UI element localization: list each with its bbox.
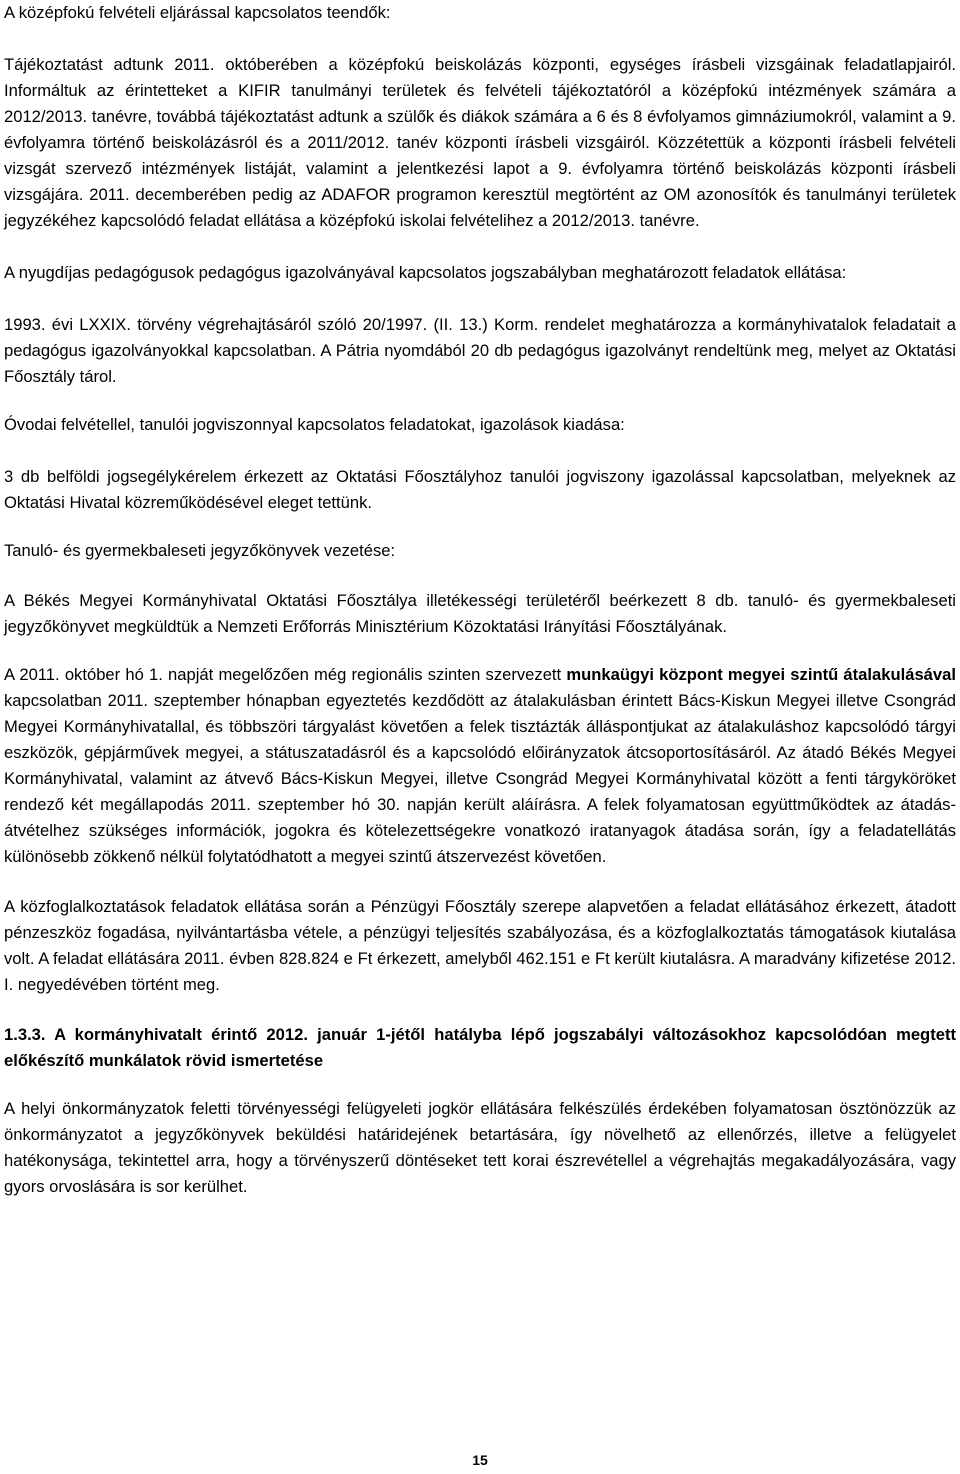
paragraph-labour-centre — [4, 662, 956, 870]
section-title-teacher-id: A nyugdíjas pedagógusok pedagógus igazolványával kapcsolatos jogszabályban meghatározott feladatok ellátása: — [4, 263, 847, 282]
section-heading-1-3-3: 1.3.3. A kormányhivatalt érintő 2012. január 1-jétől hatályba lépő jogszabályi változásokhoz kapcsolódóan megtett előkészítő munkálatok rövid ismertetése — [4, 1025, 956, 1070]
paragraph-admissions: Tájékoztatást adtunk 2011. októberében a középfokú beiskolázás központi, egységes írásbeli vizsgáinak feladatlapjairól. Informáltuk az érintetteket a KIFIR tanulmányi területek és felvételi tájékoztatóról a középfokú intézmények számára a 2012/2013. tanévre, továbbá tájékoztatást adtunk a szülők és diákok számára a 6 és 8 évfolyamos gimnáziumokról, valamint a 9. évfolyamra történő beiskolázásról és a 2011/2012. tanév központi írásbeli vizsgáiról. Közzétettük a központi írásbeli felvételi vizsgát szervező intézmények listáját, valamint a jelentkezési lapot a 9. évfolyamra történő beiskolázás központi írásbeli vizsgájára. 2011. decemberében pedig az ADAFOR programon keresztül megtörtént az OM azonosítók és tanulmányi területek jegyzékéhez kapcsolódó feladat ellátása a középfokú iskolai felvételihez a 2012/2013. tanévre. — [4, 55, 956, 230]
paragraph-accident-records: A Békés Megyei Kormányhivatal Oktatási Főosztálya illetékességi területéről beérkezett 8 db. tanuló- és gyermekbaleseti jegyzőkönyvet megküldtük a Nemzeti Erőforrás Minisztérium Közoktatási Irányítási Főosztályának. — [4, 591, 956, 636]
paragraph-legal-aid: 3 db belföldi jogsegélykérelem érkezett az Oktatási Főosztályhoz tanulói jogviszony igazolással kapcsolatban, melyeknek az Oktatási Hivatal közreműködésével eleget tettünk. — [4, 467, 956, 512]
document-body — [4, 0, 956, 1200]
paragraph-labour-centre-emphasis: munkaügyi központ megyei szintű átalakulásával — [566, 665, 956, 684]
section-title-admissions: A középfokú felvételi eljárással kapcsolatos teendők: — [4, 3, 391, 22]
paragraph-teacher-id: 1993. évi LXXIX. törvény végrehajtásáról szóló 20/1997. (II. 13.) Korm. rendelet meghatározza a kormányhivatalok feladatait a pedagógus igazolványokkal kapcsolatban. A Pátria nyomdából 20 db pedagógus igazolványt rendeltünk meg, melyet az Oktatási Főosztály tárol. — [4, 315, 956, 386]
paragraph-labour-centre-intro: A 2011. október hó 1. napját megelőzően még regionális szinten szervezett — [4, 665, 567, 684]
paragraph-municipal-supervision: A helyi önkormányzatok feletti törvényességi felügyeleti jogkör ellátására felkészülés érdekében folyamatosan ösztönözzük az önkormányzatot a jegyzőkönyvek beküldési határidejének betartására, így növelhető az ellenőrzés, illetve a felügyelet hatékonysága, tekintettel arra, hogy a törvényszerű döntéseket tett korai észrevétellel a végrehajtás megakadályozására, vagy gyors orvoslására is sor kerülhet. — [4, 1099, 956, 1196]
page-number: 15 — [472, 1452, 488, 1468]
section-title-kindergarten: Óvodai felvétellel, tanulói jogviszonnyal kapcsolatos feladatokat, igazolások kiadása: — [4, 415, 625, 434]
paragraph-labour-centre-rest: kapcsolatban 2011. szeptember hónapban egyeztetés kezdődött az átalakulásban érintett Bács-Kiskun Megyei illetve Csongrád Megyei Kormányhivatallal, és többszöri tárgyalást követően a felek tisztázták álláspontjukat az átalakuláshoz kapcsolódó tárgyi eszközök, gépjárművek megyei, a státuszatadásról és a kapcsolódó előirányzatok átcsoportosításáról. Az átadó Békés Megyei Kormányhivatal, valamint az átvevő Bács-Kiskun Megyei, illetve Csongrád Megyei Kormányhivatal között a fenti tárgyköröket rendező két megállapodás 2011. szeptember hó 30. napján került aláírásra. A felek folyamatosan együttműködtek az átadás-átvételhez szükséges információk, jogokra és kötelezettségekre vonatkozó iratanyagok átadása során, így a feladatellátás különösebb zökkenő nélkül folytatódhatott a megyei szintű átszervezést követően. — [4, 691, 956, 866]
paragraph-public-employment: A közfoglalkoztatások feladatok ellátása során a Pénzügyi Főosztály szerepe alapvetően a feladat ellátásához érkezett, átadott pénzeszköz fogadása, nyilvántartásba vétele, a pénzügyi teljesítés szabályozása, és a közfoglalkoztatás támogatások kiutalása volt. A feladat ellátására 2011. évben 828.824 e Ft érkezett, amelyből 462.151 e Ft került kiutalásra. A maradvány kifizetése 2012. I. negyedévében történt meg. — [4, 897, 956, 994]
section-title-accident-records: Tanuló- és gyermekbaleseti jegyzőkönyvek vezetése: — [4, 541, 396, 560]
